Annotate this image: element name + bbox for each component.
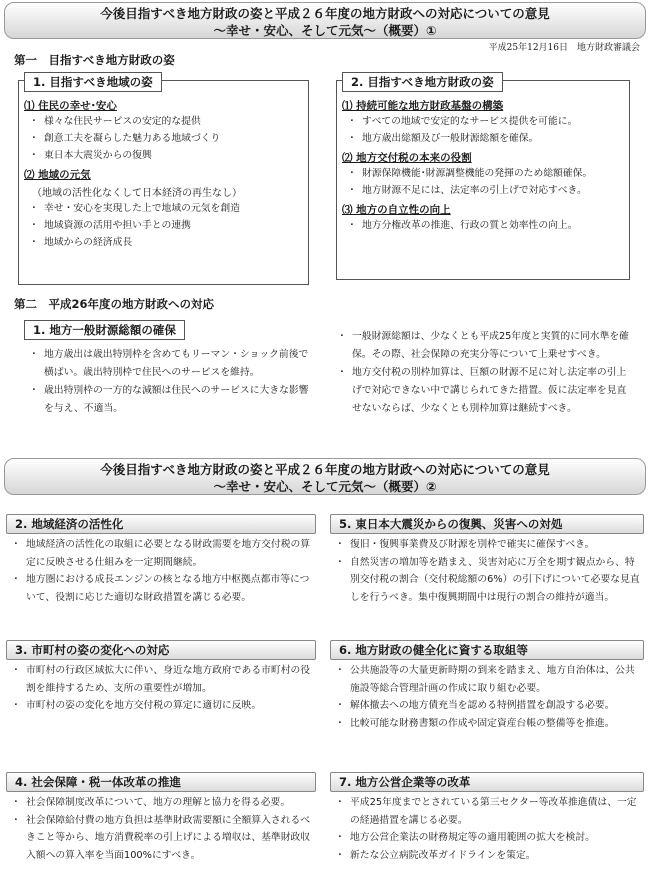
list-item: ・ 比較可能な財務書類の作成や固定資産台帳の整備等を推進。 [330, 715, 644, 733]
section-regional-economy-header: 2. 地域経済の活性化 [6, 514, 316, 534]
list-item: ・ 復旧・復興事業費及び財源を別枠で確実に確保すべき。 [330, 536, 644, 554]
date-and-organization: 平成25年12月16日 地方財政審議会 [488, 43, 640, 53]
list-item: ・ 解体撤去への地方債充当を認める特例措置を創設する必要。 [330, 697, 644, 715]
list-item: ・ 社会保障制度改革について、地方の理解と協力を得る必要。 [6, 794, 318, 812]
page2-title-banner [4, 458, 646, 495]
part2-heading: 第二 平成26年度の地方財政への対応 [14, 297, 215, 311]
list-item: ・ 新たな公立病院改革ガイドラインを策定。 [330, 847, 644, 865]
list-item: ・ 地方交付税の別枠加算は、巨額の財源不足に対し法定率の引上げで対応できない中で講じられてきた措置。仮に法定率を見直せないならば、少なくとも別枠加算は継続すべき。 [332, 364, 632, 418]
box-regional-vision-content [24, 96, 306, 252]
sub-heading-regional-vitality: ⑵ 地域の元気 [24, 169, 91, 181]
list-item: ・ 様々な住民サービスの安定的な提供 [24, 114, 306, 129]
page1-title-banner [4, 2, 646, 39]
list-item: ・ 地方圏における成長エンジンの核となる地方中枢拠点都市等について、役割に応じた適切な財政措置を講じる必要。 [6, 571, 318, 606]
list-item: ・ 地方歳出総額及び一般財源総額を確保。 [342, 131, 627, 146]
general-revenue-tab: 1. 地方一般財源総額の確保 [24, 320, 185, 340]
list-item: ・ すべての地域で安定的なサービス提供を可能に。 [342, 114, 627, 129]
list-item: ・ 地域資源の活用や担い手との連携 [24, 218, 306, 233]
section-municipality-change-content [6, 662, 318, 715]
section-municipality-change-header: 3. 市町村の姿の変化への対応 [6, 640, 316, 660]
list-item: ・ 社会保障給付費の地方負担は基準財政需要額に全額算入されるべきこと等から、地方消費税率の引上げによる増収は、基準財政収入額への算入率を当面100%にすべき。 [6, 812, 318, 865]
list-item: ・ 財源保障機能･財源調整機能の発揮のため総額確保。 [342, 166, 627, 181]
list-item: ・ 市町村の姿の変化を地方交付税の算定に適切に反映。 [6, 697, 318, 715]
page2-title-line2: 〜幸せ・安心、そして元気〜（概要）② [213, 479, 437, 494]
list-item: ・ 東日本大震災からの復興 [24, 148, 306, 163]
list-item: ・ 歳出特別枠の一方的な減額は住民へのサービスに大きな影響を与え、不適当。 [24, 382, 314, 418]
list-item: ・ 公共施設等の大量更新時期の到来を踏まえ、地方自治体は、公共施設等総合管理計画の作成に取り組む必要。 [330, 662, 644, 697]
section-fiscal-soundness-content [330, 662, 644, 732]
list-item: ・ 創意工夫を凝らした魅力ある地域づくり [24, 131, 306, 146]
list-item: ・ 地方歳出は歳出特別枠を含めてもリーマン・ショック前後で横ばい。歳出特別枠で住民へのサービスを維持。 [24, 346, 314, 382]
page1-title-line1: 今後目指すべき地方財政の姿と平成２６年度の地方財政への対応についての意見 [100, 6, 550, 21]
list-item: ・ 地域からの経済成長 [24, 235, 306, 250]
box-regional-vision-tab: 1. 目指すべき地域の姿 [24, 72, 162, 92]
box-local-finance-vision-content [342, 96, 627, 235]
sub-heading-local-autonomy: ⑶ 地方の自立性の向上 [342, 204, 451, 216]
list-item: ・ 地域経済の活性化の取組に必要となる財政需要を地方交付税の算定に反映させる仕組みを一定期間継続。 [6, 536, 318, 571]
part1-heading: 第一 目指すべき地方財政の姿 [14, 53, 175, 67]
list-item: ・ 平成25年度までとされている第三セクター等改革推進債は、一定の経過措置を講じる必要。 [330, 794, 644, 829]
list-item: ・ 地方分権改革の推進、行政の質と効率性の向上。 [342, 218, 627, 233]
section-public-enterprise-header: 7. 地方公営企業等の改革 [330, 772, 644, 792]
page2-title-line1: 今後目指すべき地方財政の姿と平成２６年度の地方財政への対応についての意見 [100, 462, 550, 477]
part2-left-column [24, 346, 314, 418]
sub-heading-allocation-tax-role: ⑵ 地方交付税の本来の役割 [342, 152, 472, 164]
page1-title-line2: 〜幸せ・安心、そして元気〜（概要）① [213, 23, 437, 38]
section-fiscal-soundness-header: 6. 地方財政の健全化に資する取組等 [330, 640, 644, 660]
list-item: ・ 地方財源不足には、法定率の引上げで対応すべき。 [342, 183, 627, 198]
section-regional-economy-content [6, 536, 318, 606]
list-item: ・ 一般財源総額は、少なくとも平成25年度と実質的に同水準を確保。その際、社会保障の充実分等について上乗せすべき。 [332, 328, 632, 364]
section-public-enterprise-content [330, 794, 644, 864]
section-disaster-recovery-content [330, 536, 644, 606]
section-social-security-content [6, 794, 318, 864]
list-item: ・ 自然災害の増加等を踏まえ、災害対応に万全を期す観点から、特別交付税の割合（交付税総額の6%）の引下げについて必要な見直しを行うべき。集中復興期間中は現行の割合の維持が適当。 [330, 554, 644, 607]
section-social-security-header: 4. 社会保障・税一体改革の推進 [6, 772, 316, 792]
sub-heading-residents-wellbeing: ⑴ 住民の幸せ･安心 [24, 100, 117, 112]
list-item: ・ 幸せ・安心を実現した上で地域の元気を創造 [24, 201, 306, 216]
box-local-finance-vision-tab: 2. 目指すべき地方財政の姿 [342, 72, 503, 92]
section-disaster-recovery-header: 5. 東日本大震災からの復興、災害への対処 [330, 514, 644, 534]
regional-vitality-note: （地域の活性化なくして日本経済の再生なし） [32, 188, 242, 199]
part2-right-column [332, 328, 632, 418]
list-item: ・ 市町村の行政区域拡大に伴い、身近な地方政府である市町村の役割を維持するため、支所の重要性が増加。 [6, 662, 318, 697]
sub-heading-sustainable-base: ⑴ 持続可能な地方財政基盤の構築 [342, 100, 504, 112]
list-item: ・ 地方公営企業法の財務規定等の適用範囲の拡大を検討。 [330, 829, 644, 847]
